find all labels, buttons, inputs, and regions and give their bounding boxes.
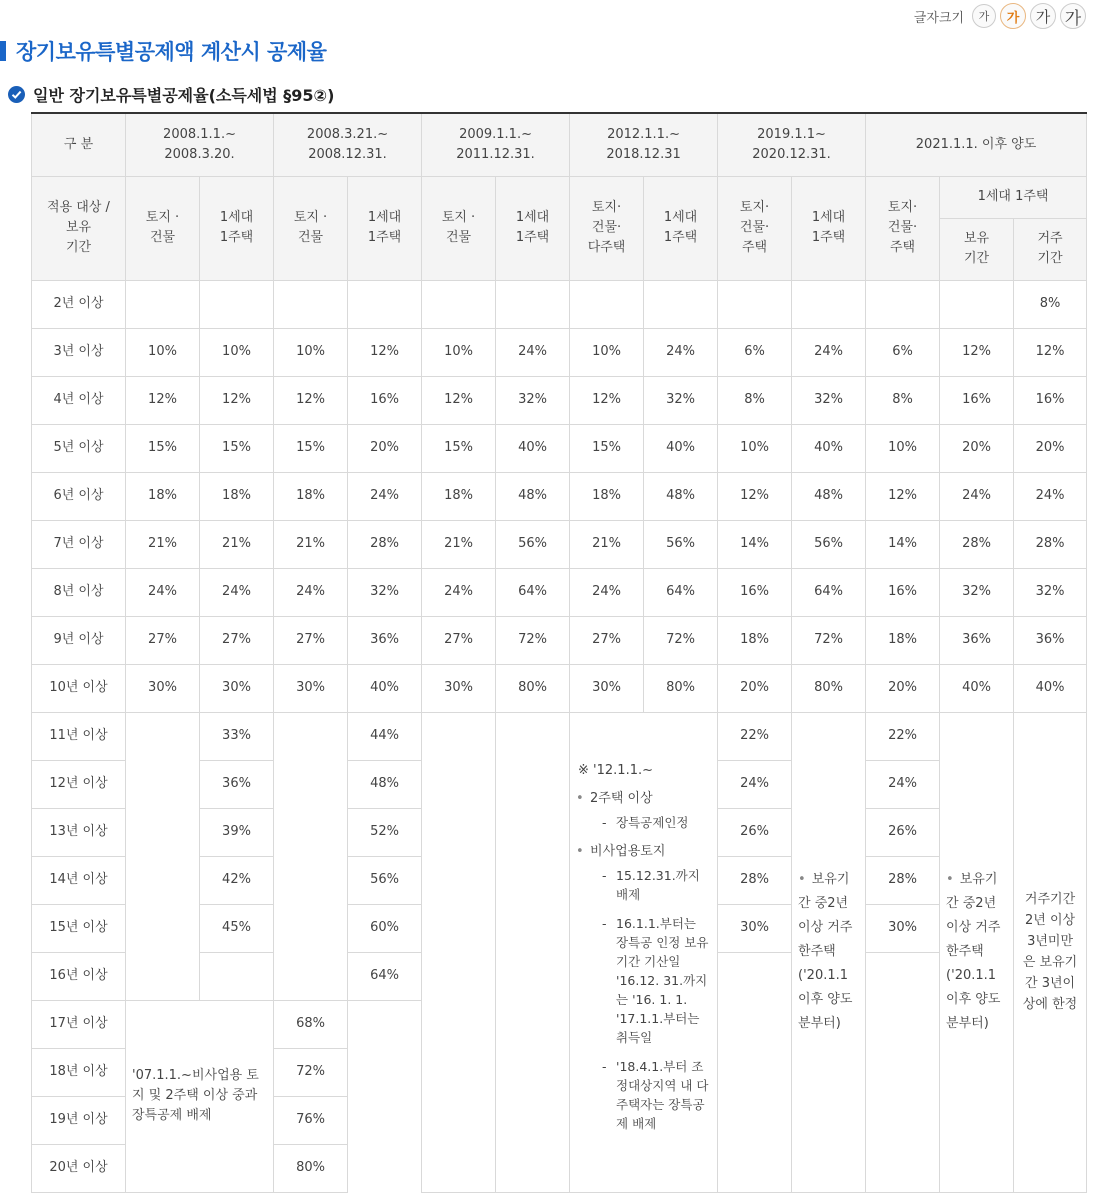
- rate-cell: 48%: [792, 472, 866, 520]
- table-row: [32, 472, 1087, 520]
- header-period: 2021.1.1. 이후 양도: [866, 113, 1087, 176]
- rate-cell: 16%: [718, 568, 792, 616]
- bullet-dot: •: [798, 872, 806, 887]
- note-subitem: - 16.1.1.부터는 장특공 인정 보유기간 기산일 '16.12. 31.까지는 '16. 1. 1. '17.1.1.부터는 취득일: [602, 914, 711, 1047]
- rate-cell: [570, 280, 644, 328]
- font-size-small-button[interactable]: 가: [972, 4, 996, 28]
- font-size-control: [914, 2, 1086, 30]
- header-period: 2008.1.1.~ 2008.3.20.: [126, 113, 274, 176]
- rate-cell: 52%: [348, 808, 422, 856]
- rate-cell: [422, 280, 496, 328]
- note-bullet: [942, 868, 1011, 1036]
- rate-cell: 12%: [1014, 328, 1087, 376]
- rate-cell: 21%: [422, 520, 496, 568]
- rate-cell: [200, 280, 274, 328]
- header-period: 2019.1.1~ 2020.12.31.: [718, 113, 866, 176]
- rate-cell: 18%: [718, 616, 792, 664]
- rate-cell: [718, 280, 792, 328]
- rate-cell: 30%: [200, 664, 274, 712]
- font-size-label: 글자크기: [913, 10, 964, 26]
- rate-cell: 30%: [126, 664, 200, 712]
- note-item: [576, 789, 711, 832]
- table-row: [32, 520, 1087, 568]
- rate-cell: 24%: [718, 760, 792, 808]
- rate-cell: 18%: [200, 472, 274, 520]
- row-label: 8년 이상: [32, 568, 126, 616]
- rate-cell: 28%: [348, 520, 422, 568]
- table-row: [32, 328, 1087, 376]
- note-text: 보유기간 중2년 이상 거주 한주택 ('20.1.1 이후 양도분부터): [946, 872, 1001, 1031]
- rate-cell: 32%: [644, 376, 718, 424]
- header-sub: 1세대 1주택: [644, 176, 718, 280]
- row-label: 6년 이상: [32, 472, 126, 520]
- rate-cell: 6%: [866, 328, 940, 376]
- rate-cell: 27%: [422, 616, 496, 664]
- empty-cell: [496, 712, 570, 1192]
- note-subitem: - '18.4.1.부터 조정대상지역 내 다주택자는 장특공제 배제: [602, 1057, 711, 1133]
- header-period: 2012.1.1.~ 2018.12.31: [570, 113, 718, 176]
- rate-cell: 56%: [644, 520, 718, 568]
- header-sub: 1세대 1주택: [200, 176, 274, 280]
- rate-cell: 6%: [718, 328, 792, 376]
- rate-cell: 80%: [792, 664, 866, 712]
- rate-cell: 15%: [274, 424, 348, 472]
- note-2019: [792, 712, 866, 1192]
- table-row: [32, 376, 1087, 424]
- rate-cell: 30%: [866, 904, 940, 952]
- rate-cell: 33%: [200, 712, 274, 760]
- rate-cell: 12%: [348, 328, 422, 376]
- rate-cell: 39%: [200, 808, 274, 856]
- rate-cell: 44%: [348, 712, 422, 760]
- rate-cell: 30%: [274, 664, 348, 712]
- rate-cell: 14%: [718, 520, 792, 568]
- rate-cell: 8%: [1014, 280, 1087, 328]
- rate-cell: 20%: [866, 664, 940, 712]
- table-row: [32, 568, 1087, 616]
- rate-cell: 10%: [422, 328, 496, 376]
- rate-cell: 72%: [496, 616, 570, 664]
- header-category: 구 분: [32, 113, 126, 176]
- rate-cell: 10%: [200, 328, 274, 376]
- font-size-large-button[interactable]: 가: [1030, 3, 1056, 29]
- rate-cell: 12%: [274, 376, 348, 424]
- rate-cell: 45%: [200, 904, 274, 952]
- rate-cell: 36%: [348, 616, 422, 664]
- rate-cell: [348, 280, 422, 328]
- empty-cell: [274, 712, 348, 1000]
- rate-cell: 16%: [866, 568, 940, 616]
- table-row: [32, 712, 1087, 760]
- rate-cell: 56%: [348, 856, 422, 904]
- rate-cell: [644, 280, 718, 328]
- rate-cell: 26%: [718, 808, 792, 856]
- rate-cell: 24%: [792, 328, 866, 376]
- rate-cell: 27%: [200, 616, 274, 664]
- rate-cell: 40%: [940, 664, 1014, 712]
- rate-cell: 24%: [940, 472, 1014, 520]
- row-label: 19년 이상: [32, 1096, 126, 1144]
- rate-cell: 28%: [940, 520, 1014, 568]
- rate-cell: 30%: [422, 664, 496, 712]
- rate-cell: [866, 280, 940, 328]
- rate-cell: 20%: [940, 424, 1014, 472]
- note-2007: '07.1.1.~비사업용 토지 및 2주택 이상 중과 장특공제 배제: [126, 1000, 274, 1192]
- rate-cell: 24%: [348, 472, 422, 520]
- note-2021-hold: [940, 712, 1014, 1192]
- row-label: 4년 이상: [32, 376, 126, 424]
- rate-cell: 27%: [126, 616, 200, 664]
- rate-cell: 40%: [644, 424, 718, 472]
- rate-cell: 42%: [200, 856, 274, 904]
- note-sublist: [590, 866, 711, 1133]
- rate-cell: 72%: [274, 1048, 348, 1096]
- rate-cell: 56%: [496, 520, 570, 568]
- header-hold-period: 보유 기간: [940, 218, 1014, 280]
- bullet-dot: •: [946, 872, 954, 887]
- rate-cell: 18%: [866, 616, 940, 664]
- row-label: 17년 이상: [32, 1000, 126, 1048]
- rate-cell: 14%: [866, 520, 940, 568]
- header-sub: 1세대 1주택: [792, 176, 866, 280]
- rate-cell: 24%: [200, 568, 274, 616]
- header-period: 2009.1.1.~ 2011.12.31.: [422, 113, 570, 176]
- header-sub: 1세대 1주택: [348, 176, 422, 280]
- rate-cell: 27%: [274, 616, 348, 664]
- rate-cell: 16%: [1014, 376, 1087, 424]
- note-item-text: 비사업용토지: [590, 844, 666, 859]
- rate-cell: 48%: [644, 472, 718, 520]
- note-item-text: 2주택 이상: [590, 791, 653, 806]
- section-title: 일반 장기보유특별공제율(소득세법 §95②): [33, 85, 335, 105]
- section-title-area: [8, 82, 334, 106]
- rate-cell: 32%: [940, 568, 1014, 616]
- note-2012: [570, 712, 718, 1192]
- table-row: [32, 424, 1087, 472]
- rate-cell: 12%: [866, 472, 940, 520]
- rate-cell: 20%: [348, 424, 422, 472]
- note-mark: ※ '12.1.1.~: [578, 763, 654, 778]
- rate-cell: 80%: [496, 664, 570, 712]
- note-list: [576, 789, 711, 1133]
- rate-cell: 12%: [422, 376, 496, 424]
- row-label: 13년 이상: [32, 808, 126, 856]
- rate-cell: 64%: [644, 568, 718, 616]
- rate-cell: 10%: [718, 424, 792, 472]
- header-sub: 토지· 건물· 주택: [866, 176, 940, 280]
- note-2021-live: 거주기간 2년 이상 3년미만은 보유기간 3년이상에 한정: [1014, 712, 1087, 1192]
- rate-cell: [126, 280, 200, 328]
- rate-cell: 24%: [496, 328, 570, 376]
- header-one-house: 1세대 1주택: [940, 176, 1087, 218]
- rate-cell: [274, 280, 348, 328]
- rate-cell: 12%: [940, 328, 1014, 376]
- rate-cell: 12%: [126, 376, 200, 424]
- rate-cell: 24%: [126, 568, 200, 616]
- font-size-normal-button[interactable]: 가: [1000, 3, 1026, 29]
- rate-cell: 15%: [570, 424, 644, 472]
- note-subitem: - 15.12.31.까지 배제: [602, 866, 711, 904]
- rate-cell: 30%: [570, 664, 644, 712]
- rate-cell: 18%: [422, 472, 496, 520]
- rate-cell: 48%: [496, 472, 570, 520]
- row-label: 7년 이상: [32, 520, 126, 568]
- header-live-period: 거주 기간: [1014, 218, 1087, 280]
- header-sub: 토지 · 건물: [126, 176, 200, 280]
- rate-cell: 21%: [570, 520, 644, 568]
- note-subitem: - 장특공제인정: [602, 813, 711, 832]
- row-label: 12년 이상: [32, 760, 126, 808]
- row-label: 3년 이상: [32, 328, 126, 376]
- rate-cell: 22%: [718, 712, 792, 760]
- empty-cell: [866, 952, 940, 1192]
- rate-cell: 32%: [496, 376, 570, 424]
- table-row: [32, 616, 1087, 664]
- empty-cell: [422, 712, 496, 1192]
- row-label: 2년 이상: [32, 280, 126, 328]
- rate-cell: 20%: [718, 664, 792, 712]
- rate-cell: [940, 280, 1014, 328]
- rate-cell: 68%: [274, 1000, 348, 1048]
- row-label: 10년 이상: [32, 664, 126, 712]
- rate-cell: 40%: [1014, 664, 1087, 712]
- note-text: 보유기간 중2년 이상 거주 한주택 ('20.1.1 이후 양도분부터): [798, 872, 853, 1031]
- rate-cell: 56%: [792, 520, 866, 568]
- rate-cell: 28%: [866, 856, 940, 904]
- note-bullet: [794, 868, 863, 1036]
- row-label: 16년 이상: [32, 952, 126, 1000]
- rate-cell: 8%: [718, 376, 792, 424]
- rate-cell: 16%: [940, 376, 1014, 424]
- rate-cell: 24%: [1014, 472, 1087, 520]
- row-label: 15년 이상: [32, 904, 126, 952]
- header-sub: 1세대 1주택: [496, 176, 570, 280]
- table-row: [32, 280, 1087, 328]
- rate-cell: 12%: [718, 472, 792, 520]
- rate-cell: 30%: [718, 904, 792, 952]
- rate-cell: [792, 280, 866, 328]
- row-label: 11년 이상: [32, 712, 126, 760]
- note-sublist: [590, 813, 711, 832]
- rate-cell: 72%: [792, 616, 866, 664]
- rate-cell: 48%: [348, 760, 422, 808]
- rate-cell: 24%: [570, 568, 644, 616]
- note-item: [576, 842, 711, 1133]
- rate-cell: 15%: [200, 424, 274, 472]
- rate-cell: [496, 280, 570, 328]
- rate-cell: 21%: [200, 520, 274, 568]
- rate-cell: 12%: [570, 376, 644, 424]
- row-label: 9년 이상: [32, 616, 126, 664]
- rate-cell: 10%: [866, 424, 940, 472]
- rate-cell: 36%: [1014, 616, 1087, 664]
- header-period: 2008.3.21.~ 2008.12.31.: [274, 113, 422, 176]
- rate-cell: 24%: [422, 568, 496, 616]
- header-applicable-target: 적용 대상 / 보유 기간: [32, 176, 126, 280]
- rate-cell: 28%: [1014, 520, 1087, 568]
- rate-cell: 32%: [792, 376, 866, 424]
- row-label: 18년 이상: [32, 1048, 126, 1096]
- rate-cell: 12%: [200, 376, 274, 424]
- row-label: 20년 이상: [32, 1144, 126, 1192]
- rate-cell: 18%: [274, 472, 348, 520]
- font-size-xlarge-button[interactable]: 가: [1060, 3, 1086, 29]
- rate-cell: 36%: [200, 760, 274, 808]
- rate-cell: 80%: [644, 664, 718, 712]
- rate-cell: 10%: [570, 328, 644, 376]
- rate-cell: 10%: [126, 328, 200, 376]
- header-sub: 토지· 건물· 주택: [718, 176, 792, 280]
- rate-cell: 28%: [718, 856, 792, 904]
- page-title-area: [0, 36, 326, 66]
- rate-cell: 15%: [126, 424, 200, 472]
- rate-cell: 36%: [940, 616, 1014, 664]
- empty-cell: [718, 952, 792, 1192]
- rate-cell: 21%: [126, 520, 200, 568]
- rate-cell: 40%: [348, 664, 422, 712]
- page-title: 장기보유특별공제액 계산시 공제율: [16, 40, 327, 64]
- rate-cell: 80%: [274, 1144, 348, 1192]
- rate-cell: 64%: [792, 568, 866, 616]
- rate-cell: 64%: [496, 568, 570, 616]
- rate-cell: 16%: [348, 376, 422, 424]
- rate-cell: 64%: [348, 952, 422, 1000]
- rate-cell: 27%: [570, 616, 644, 664]
- rate-cell: 32%: [348, 568, 422, 616]
- rate-cell: 24%: [866, 760, 940, 808]
- rate-cell: 8%: [866, 376, 940, 424]
- rate-cell: 15%: [422, 424, 496, 472]
- rate-cell: 22%: [866, 712, 940, 760]
- rate-cell: 32%: [1014, 568, 1087, 616]
- empty-cell: [126, 712, 200, 1000]
- title-accent-bar: [0, 41, 6, 61]
- rate-cell: 21%: [274, 520, 348, 568]
- rate-cell: 20%: [1014, 424, 1087, 472]
- rate-cell: 76%: [274, 1096, 348, 1144]
- check-circle-icon: [8, 86, 25, 103]
- header-sub: 토지· 건물· 다주택: [570, 176, 644, 280]
- rate-cell: 18%: [570, 472, 644, 520]
- rate-cell: 18%: [126, 472, 200, 520]
- rate-cell: 24%: [274, 568, 348, 616]
- rate-cell: 26%: [866, 808, 940, 856]
- rate-cell: [200, 952, 274, 1000]
- rate-cell: 40%: [792, 424, 866, 472]
- rate-cell: 60%: [348, 904, 422, 952]
- header-sub: 토지 · 건물: [422, 176, 496, 280]
- rate-cell: 72%: [644, 616, 718, 664]
- rate-cell: 24%: [644, 328, 718, 376]
- deduction-rate-table: [31, 112, 1087, 1193]
- row-label: 14년 이상: [32, 856, 126, 904]
- header-sub: 토지 · 건물: [274, 176, 348, 280]
- rate-cell: 10%: [274, 328, 348, 376]
- row-label: 5년 이상: [32, 424, 126, 472]
- table-row: [32, 664, 1087, 712]
- rate-cell: 40%: [496, 424, 570, 472]
